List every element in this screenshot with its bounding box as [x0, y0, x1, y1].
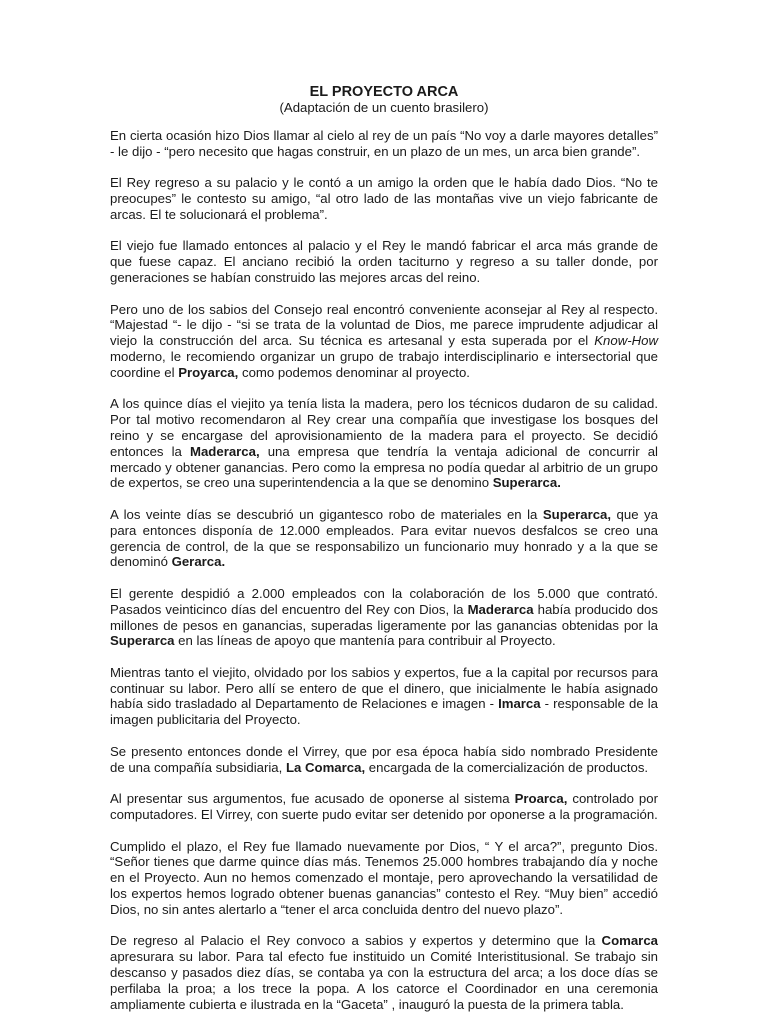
- text-run: Mientras tanto el viejito, olvidado por los sabios y expertos, fue a la capital por recursos para continuar su labor. Pero allí se entero de que el dinero, que inicialmente le había asignado había sido trasladado al Departamento de Relaciones e imagen -: [110, 664, 658, 712]
- text-run: había producido dos millones de pesos en ganancias, superadas ligeramente por las ganancias obtenidas por la: [110, 601, 658, 633]
- document-page: [110, 84, 658, 1028]
- text-run: controlado por computadores. El Virrey, con suerte pudo evitar ser detenido por oponerse a la programación.: [110, 791, 658, 823]
- text-run: El viejo fue llamado entonces al palacio y el Rey le mandó fabricar el arca más grande de que fuese capaz. El anciano recibió la orden taciturno y regreso a su taller donde, por generaciones se habían construido las mejores arcas del reino.: [110, 238, 658, 285]
- paragraph: [110, 665, 658, 728]
- text-run: En cierta ocasión hizo Dios llamar al cielo al rey de un país “No voy a darle mayores detalles” - le dijo - “pero necesito que hagas construir, en un plazo de un mes, un arca bien grande”.: [110, 127, 658, 159]
- bold-term: Superarca: [110, 633, 175, 649]
- bold-term: Maderarca,: [189, 443, 260, 459]
- paragraph: [110, 933, 658, 1012]
- paragraph: [110, 744, 658, 776]
- bold-term: Imarca: [498, 696, 541, 712]
- bold-term: Comarca: [601, 933, 658, 949]
- text-run: en las líneas de apoyo que mantenía para contribuir al Proyecto.: [174, 633, 556, 649]
- document-subtitle: (Adaptación de un cuento brasilero): [279, 100, 489, 115]
- text-run: A los quince días el viejito ya tenía lista la madera, pero los técnicos dudaron de su calidad. Por tal motivo recomendaron al Rey crear una compañía que investigase los bosques del reino y se encargase del aprovisionamiento de la madera para el proyecto. Se decidió entonces la: [110, 396, 658, 459]
- paragraph: [110, 839, 658, 918]
- bold-term: Proyarca,: [178, 364, 239, 380]
- text-run: como podemos denominar al proyecto.: [238, 364, 470, 380]
- text-run: De regreso al Palacio el Rey convoco a sabios y expertos y determino que la: [110, 933, 602, 949]
- bold-term: Gerarca.: [171, 554, 226, 570]
- italic-term: Know-How: [594, 333, 658, 349]
- text-run: El gerente despidió a 2.000 empleados con la colaboración de los 5.000 que contrató. Pasados veinticinco días del encuentro del Rey con Dios, la: [110, 585, 658, 617]
- bold-term: Superarca.: [492, 475, 561, 491]
- paragraph: [110, 586, 658, 649]
- text-run: moderno, le recomiendo organizar un grupo de trabajo interdisciplinario e intersectorial que coordine el: [110, 348, 658, 380]
- paragraph: [110, 238, 658, 285]
- bold-term: Proarca,: [514, 791, 568, 807]
- text-run: que ya para entonces disponía de 12.000 empleados. Para evitar nuevos desfalcos se creo una gerencia de control, de la que se responsabilizo un funcionario muy honrado y a la que se denominó: [110, 506, 658, 570]
- paragraph: [110, 396, 658, 491]
- text-run: Pero uno de los sabios del Consejo real encontró conveniente aconsejar al Rey al respecto. “Majestad “- le dijo - “si se trata de la voluntad de Dios, me parece imprudente adjudicar al viejo la construcción del arca. Su técnica es artesanal y esta superada por el: [110, 301, 658, 349]
- text-run: - responsable de la imagen publicitaria del Proyecto.: [110, 696, 658, 728]
- document-body: [110, 128, 658, 1013]
- bold-term: Superarca,: [542, 506, 612, 522]
- text-run: El Rey regreso a su palacio y le contó a un amigo la orden que le había dado Dios. “No te preocupes” le contesto su amigo, “al otro lado de las montañas vive un viejo fabricante de arcas. El te solucionará el problema”.: [110, 175, 658, 222]
- text-run: A los veinte días se descubrió un gigantesco robo de materiales en la: [110, 506, 543, 522]
- paragraph: [110, 128, 658, 160]
- bold-term: La Comarca,: [285, 759, 366, 775]
- text-run: una empresa que tendría la ventaja adicional de concurrir al mercado y obtener ganancias. Pero como la empresa no podía quedar al arbitrio de un grupo de expertos, se creo una superintendencia a la que se denomino: [110, 443, 658, 491]
- text-run: encargada de la comercialización de productos.: [365, 759, 649, 775]
- paragraph: [110, 302, 658, 381]
- text-run: Al presentar sus argumentos, fue acusado de oponerse al sistema: [110, 791, 515, 807]
- text-run: apresurara su labor. Para tal efecto fue instituido un Comité Interistitusional. Se trabajo sin descanso y pasados diez días, se contaba ya con la estructura del arca; a los doce días se perfilaba la proa; a los trece la popa. A los catorce el Coordinador en una ceremonia ampliamente cubierta e ilustrada en la “Gaceta” , inauguró la puesta de la primera tabla.: [110, 949, 658, 1012]
- bold-term: Maderarca: [467, 601, 534, 617]
- paragraph: [110, 507, 658, 570]
- document-title: EL PROYECTO ARCA: [309, 84, 459, 100]
- paragraph: [110, 175, 658, 222]
- paragraph: [110, 791, 658, 823]
- text-run: Se presento entonces donde el Virrey, que por esa época había sido nombrado Presidente de una compañía subsidiaria,: [110, 743, 658, 775]
- text-run: Cumplido el plazo, el Rey fue llamado nuevamente por Dios, “ Y el arca?”, pregunto Dios. “Señor tienes que darme quince días más. Tenemos 25.000 hombres trabajando día y noche en el Proyecto. Aun no hemos comenzado el montaje, pero aprovechando la versatilidad de los expertos hemos logrado obtener buenas ganancias” contesto el Rey. “Muy bien” accedió Dios, no sin antes alertarlo a “tener el arca concluida dentro del nuevo plazo”.: [110, 838, 658, 917]
